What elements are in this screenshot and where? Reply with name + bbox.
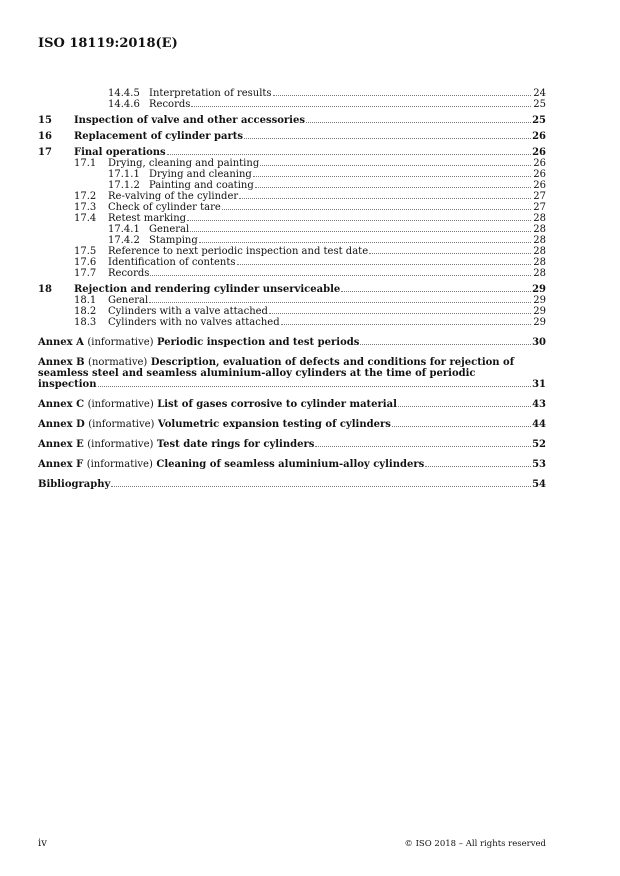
toc-entry-page: 26 bbox=[533, 180, 546, 191]
toc-annex-heading bbox=[38, 419, 391, 430]
page-number: iv bbox=[38, 838, 47, 849]
toc-entry-17-1-2[interactable] bbox=[38, 180, 546, 191]
toc-entry-title: Retest marking bbox=[108, 213, 187, 224]
toc-entry-title: Rejection and rendering cylinder unserviceable bbox=[74, 284, 341, 295]
toc-entry-number: 15 bbox=[38, 115, 52, 126]
toc-entry-title: Cylinders with a valve attached bbox=[108, 306, 268, 317]
toc-entry-annex-c[interactable] bbox=[38, 399, 546, 410]
dot-leader bbox=[341, 291, 531, 292]
toc-entry-title: Bibliography bbox=[38, 479, 111, 490]
toc-entry-number: 17 bbox=[38, 147, 52, 158]
toc-entry-page: 28 bbox=[533, 213, 546, 224]
annex-label: Annex E bbox=[38, 439, 84, 450]
toc-entry-title: Records bbox=[108, 268, 150, 279]
dot-leader bbox=[187, 220, 531, 221]
toc-entry-number: 14.4.5 bbox=[108, 88, 140, 99]
toc-entry-18-1[interactable] bbox=[38, 295, 546, 306]
dot-leader bbox=[425, 466, 531, 467]
dot-leader bbox=[199, 242, 531, 243]
toc-entry-page: 29 bbox=[533, 295, 546, 306]
toc-entry-title: Interpretation of results bbox=[149, 88, 272, 99]
toc-entry-annex-d[interactable] bbox=[38, 419, 546, 430]
toc-entry-page: 28 bbox=[533, 246, 546, 257]
annex-type: (informative) bbox=[87, 337, 154, 348]
toc-entry-17-6[interactable] bbox=[38, 257, 546, 268]
dot-leader bbox=[273, 95, 531, 96]
toc-entry-annex-f[interactable] bbox=[38, 459, 546, 470]
annex-title: Test date rings for cylinders bbox=[156, 439, 315, 450]
toc-entry-page: 26 bbox=[532, 147, 546, 158]
toc-entry-number: 17.4.2 bbox=[108, 235, 140, 246]
toc-entry-page: 28 bbox=[533, 257, 546, 268]
annex-b-line-3 bbox=[38, 379, 546, 390]
toc-entry-17[interactable] bbox=[38, 147, 546, 158]
toc-entry-17-4-2[interactable] bbox=[38, 235, 546, 246]
dot-leader bbox=[392, 426, 531, 427]
annex-b-line-1 bbox=[38, 357, 546, 368]
toc-entry-page: 24 bbox=[533, 88, 546, 99]
toc-entry-title: Records bbox=[149, 99, 191, 110]
toc-entry-number: 17.1.2 bbox=[108, 180, 140, 191]
toc-entry-number: 17.4.1 bbox=[108, 224, 140, 235]
annex-label: Annex D bbox=[38, 419, 85, 430]
dot-leader bbox=[369, 253, 531, 254]
toc-entry-title: Drying, cleaning and painting bbox=[108, 158, 260, 169]
toc-entry-page: 31 bbox=[532, 379, 546, 390]
toc-entry-page: 52 bbox=[532, 439, 546, 450]
toc-annex-heading bbox=[38, 337, 359, 348]
toc-entry-page: 28 bbox=[533, 235, 546, 246]
annex-type: (informative) bbox=[87, 399, 154, 410]
toc-entry-17-7[interactable] bbox=[38, 268, 546, 279]
toc-entry-18-3[interactable] bbox=[38, 317, 546, 328]
annex-label: Annex C bbox=[38, 399, 85, 410]
dot-leader bbox=[190, 231, 531, 232]
toc-entry-18-2[interactable] bbox=[38, 306, 546, 317]
toc-entry-17-4-1[interactable] bbox=[38, 224, 546, 235]
toc-entry-15[interactable] bbox=[38, 115, 546, 126]
toc-entry-number: 17.1 bbox=[74, 158, 97, 169]
toc-entry-number: 18 bbox=[38, 284, 52, 295]
annex-b-line-2: seamless steel and seamless aluminium-alloy cylinders at the time of periodic bbox=[38, 368, 476, 379]
toc-entry-page: 43 bbox=[532, 399, 546, 410]
annex-title-line-1: Description, evaluation of defects and conditions for rejection of bbox=[150, 357, 515, 368]
toc-entry-page: 30 bbox=[532, 337, 546, 348]
toc-entry-title: Replacement of cylinder parts bbox=[74, 131, 244, 142]
dot-leader bbox=[150, 275, 531, 276]
toc-entry-page: 28 bbox=[533, 268, 546, 279]
toc-entry-page: 27 bbox=[533, 191, 546, 202]
toc-entry-number: 18.1 bbox=[74, 295, 97, 306]
toc-entry-page: 26 bbox=[533, 158, 546, 169]
toc-entry-annex-a[interactable] bbox=[38, 337, 546, 348]
toc-entry-page: 26 bbox=[533, 169, 546, 180]
annex-type: (informative) bbox=[87, 439, 154, 450]
toc-entry-page: 44 bbox=[532, 419, 546, 430]
toc-entry-number: 18.3 bbox=[74, 317, 97, 328]
annex-title: Cleaning of seamless aluminium-alloy cylinders bbox=[156, 459, 425, 470]
dot-leader bbox=[222, 209, 531, 210]
dot-leader bbox=[360, 344, 531, 345]
toc-entry-annex-e[interactable] bbox=[38, 439, 546, 450]
toc-entry-bibliography[interactable] bbox=[38, 479, 546, 490]
toc-entry-17-5[interactable] bbox=[38, 246, 546, 257]
dot-leader bbox=[260, 165, 531, 166]
toc-entry-title: Final operations bbox=[74, 147, 166, 158]
toc-entry-page: 29 bbox=[532, 284, 546, 295]
annex-title: List of gases corrosive to cylinder material bbox=[157, 399, 397, 410]
annex-title: Volumetric expansion testing of cylinders bbox=[157, 419, 391, 430]
toc-entry-annex-b[interactable] bbox=[38, 357, 546, 390]
dot-leader bbox=[239, 198, 531, 199]
toc-annex-heading bbox=[38, 399, 397, 410]
toc-entry-17-2[interactable] bbox=[38, 191, 546, 202]
dot-leader bbox=[167, 154, 531, 155]
dot-leader bbox=[98, 386, 531, 387]
toc-entry-page: 25 bbox=[533, 99, 546, 110]
annex-title-line-3: inspection bbox=[38, 379, 97, 390]
copyright-notice: © ISO 2018 – All rights reserved bbox=[404, 839, 546, 849]
toc-entry-title: General bbox=[108, 295, 149, 306]
annex-label: Annex B bbox=[38, 357, 85, 368]
document-id: ISO 18119:2018(E) bbox=[38, 36, 178, 51]
annex-type: (informative) bbox=[88, 419, 155, 430]
toc-entry-17-3[interactable] bbox=[38, 202, 546, 213]
toc-entry-title: Re-valving of the cylinder bbox=[108, 191, 239, 202]
toc-entry-page: 27 bbox=[533, 202, 546, 213]
dot-leader bbox=[281, 324, 531, 325]
annex-type: (informative) bbox=[86, 459, 153, 470]
toc-entry-page: 53 bbox=[532, 459, 546, 470]
toc-entry-number: 14.4.6 bbox=[108, 99, 140, 110]
dot-leader bbox=[149, 302, 531, 303]
toc-entry-number: 17.4 bbox=[74, 213, 97, 224]
toc-entry-number: 17.2 bbox=[74, 191, 97, 202]
toc-entry-number: 16 bbox=[38, 131, 52, 142]
toc-entry-title: Identification of contents bbox=[108, 257, 236, 268]
toc-entry-title: Stamping bbox=[149, 235, 198, 246]
dot-leader bbox=[253, 176, 531, 177]
dot-leader bbox=[269, 313, 531, 314]
toc-entry-17-1[interactable] bbox=[38, 158, 546, 169]
toc-entry-number: 17.6 bbox=[74, 257, 97, 268]
annex-title: Periodic inspection and test periods bbox=[157, 337, 360, 348]
table-of-contents bbox=[38, 88, 546, 490]
toc-entry-18[interactable] bbox=[38, 284, 546, 295]
toc-entry-page: 29 bbox=[533, 317, 546, 328]
annex-type: (normative) bbox=[88, 357, 148, 368]
toc-entry-14-4-5[interactable] bbox=[38, 88, 546, 99]
toc-entry-number: 17.7 bbox=[74, 268, 97, 279]
toc-entry-number: 17.3 bbox=[74, 202, 97, 213]
dot-leader bbox=[306, 122, 531, 123]
dot-leader bbox=[191, 106, 531, 107]
toc-entry-title: Reference to next periodic inspection and test date bbox=[108, 246, 369, 257]
toc-entry-title: Drying and cleaning bbox=[149, 169, 252, 180]
toc-entry-page: 28 bbox=[533, 224, 546, 235]
dot-leader bbox=[255, 187, 531, 188]
toc-entry-page: 54 bbox=[532, 479, 546, 490]
toc-entry-number: 18.2 bbox=[74, 306, 97, 317]
toc-entry-17-1-1[interactable] bbox=[38, 169, 546, 180]
toc-annex-heading bbox=[38, 439, 314, 450]
toc-entry-16[interactable] bbox=[38, 131, 546, 142]
toc-entry-title: Cylinders with no valves attached bbox=[108, 317, 280, 328]
annex-label: Annex F bbox=[38, 459, 84, 470]
dot-leader bbox=[398, 406, 531, 407]
toc-entry-title: General bbox=[149, 224, 190, 235]
dot-leader bbox=[111, 486, 531, 487]
toc-entry-title: Inspection of valve and other accessories bbox=[74, 115, 305, 126]
toc-entry-17-4[interactable] bbox=[38, 213, 546, 224]
toc-entry-title: Painting and coating bbox=[149, 180, 254, 191]
toc-entry-page: 29 bbox=[533, 306, 546, 317]
toc-entry-14-4-6[interactable] bbox=[38, 99, 546, 110]
toc-annex-heading bbox=[38, 459, 424, 470]
dot-leader bbox=[244, 138, 531, 139]
annex-label: Annex A bbox=[38, 337, 84, 348]
toc-entry-page: 26 bbox=[532, 131, 546, 142]
toc-entry-number: 17.1.1 bbox=[108, 169, 140, 180]
dot-leader bbox=[237, 264, 531, 265]
toc-entry-number: 17.5 bbox=[74, 246, 97, 257]
toc-entry-title: Check of cylinder tare bbox=[108, 202, 221, 213]
toc-entry-page: 25 bbox=[532, 115, 546, 126]
dot-leader bbox=[315, 446, 531, 447]
